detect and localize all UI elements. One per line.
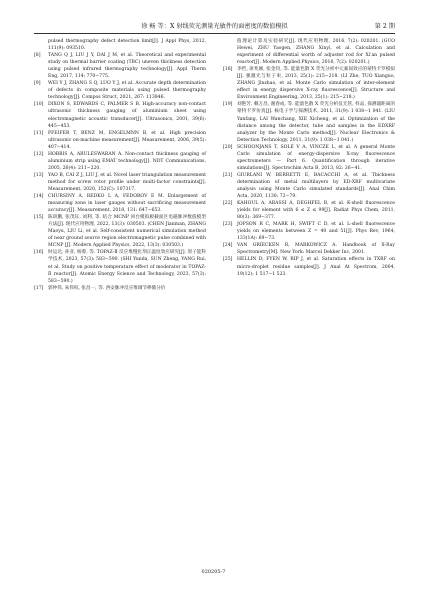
reference-number: [22] xyxy=(223,201,233,207)
reference-text: GIURLANI W, BERRETTI E, BACACCHI A, et al. Thickness determination of metal multilayers by ED-XRF multivariate analysis using Monte Carlo simulated standards[J]. Anal Chim Acta, 2020, 1130: 72−79. xyxy=(237,172,395,200)
header-rule xyxy=(34,33,395,34)
reference-number: [15] xyxy=(34,215,44,221)
reference-entry xyxy=(34,130,206,151)
running-header xyxy=(34,19,395,31)
reference-entry xyxy=(34,38,206,52)
reference-number: [16] xyxy=(34,250,44,256)
reference-number: [9] xyxy=(34,81,41,87)
reference-entry xyxy=(34,285,206,292)
reference-entry xyxy=(223,101,395,143)
reference-entry xyxy=(223,221,395,242)
reference-number: [17] xyxy=(34,285,44,291)
reference-number: [19] xyxy=(223,102,233,108)
reference-number: [18] xyxy=(223,67,233,73)
reference-entry xyxy=(34,249,206,284)
reference-entry xyxy=(223,66,395,101)
reference-number: [20] xyxy=(223,144,233,150)
reference-number: [24] xyxy=(223,243,233,249)
reference-text: TANG Q J, LIU J Y, DAI J M, et al. Theoretical and experimental study on thermal barrier coating (TBC) uneven thickness detection using pulsed infrared thermography technology[J]. Appl Therm Eng, 2017, 114: 770−775. xyxy=(48,53,206,80)
reference-number: [10] xyxy=(34,102,44,108)
reference-text: 李哲, 席兆刚, 张金钊, 等. 能量色散 X 荧光分析中元素间效应的蒙特卡罗模拟[J]. 强激光与粒子束, 2013, 25(1): 215−218. (LI Zhe, TUO Xianguo, ZHANG Jinzhao, et al. Monte Carlo simulation of inter-element effect in energy dispersive X-ray fluorescence[J]. Structure and Environment Engineering, 2013, 25(1): 215−218.) xyxy=(237,67,395,101)
reference-text: KAHOUL A, ABASSI A, DEGHFEL B, et al. K-shell fluorescence yields for element with 6 ≤ Z ≤ 99[J]. Radiat Phys Chem, 2011, 80(3): 369−377. xyxy=(237,201,395,221)
reference-entry xyxy=(34,193,206,214)
reference-entry xyxy=(34,80,206,101)
issue-number: 第 2 期 xyxy=(374,23,395,30)
reference-text: 刘艳芳, 赖万昌, 谢春成, 等. 能量色散 X 荧光分析仪无管, 样品, 探测器距离的蒙特卡罗仿真[J]. 核电子学与探测技术, 2011, 31(9): 1 038−1 041. (LIU Yanfang, LAI Wanchang, XIE Xicheng, et al. Optimization of the distance among the detector, tube and samples in the EDXRF analyzer by the Monte Carlo method[J]. Nuclear Electronics & Detection Technology, 2011, 31(9): 1 038−1 041.) xyxy=(237,102,395,143)
reference-text: 陈训鹏, 张茂钰, 刘利, 等. 结合 MCNP 回台模拟板截面区电磁脉冲数值模型方法[J]. 现代应用物理, 2022, 13(3): 030503. (CHEN Jianman, ZHANG Maoyu, LIU Li, et al. Self-consistent numerical simulation method of near ground source region electromagnetic pulse combined with MCNP [J]. Modern Applied Physics, 2022, 13(3): 030503.) xyxy=(48,215,206,249)
reference-text: 时运达, 孙亚, 杨蓉, 等. TOPAZ-Ⅱ 反应堆慢化剂正温度效应研究[J]. 原子能科学技术, 2023, 57(3): 583−590. (SHI Yunda, SUN Zheng, YANG Rui, et al. Study on positive temperature effect of moderator in TOPAZ-Ⅱ reactor[J]. Atomic Energy Science and Technology, 2023, 57(3): 583−590.) xyxy=(48,250,206,284)
reference-text: HOBBIS A, ARULESWARAN A. Non-contact thickness gauging of aluminium strip using EMAT technology[J]. NDT Communications, 2005, 26(4): 211−220. xyxy=(48,151,206,171)
reference-number: [25] xyxy=(223,257,233,263)
reference-number: [11] xyxy=(34,130,44,136)
reference-number: [13] xyxy=(34,172,44,178)
reference-entry xyxy=(34,151,206,172)
reference-text: VAN GRIECKEN R, MARKOWICZ A. Handbook of X-Ray Spectrometry[M]. New York: Marcel Dekker Inc, 2001. xyxy=(237,243,395,256)
reference-text: PFEIFER T, BENZ M, ENGELMNN B, et al. High precision ultrasonic on-machine measurement[J]. Measurement, 2006, 39(5): 407−414. xyxy=(48,130,206,150)
reference-text: DIXON S, EDWARDS C, PALMER S B. High-accuracy non-contact ultrasonic thickness gauging of aluminium sheet using electromagnetic acoustic transducer[J]. Ultrasonics, 2001, 39(6): 445−453. xyxy=(48,102,206,129)
reference-text: SCHOONJANS T, SOLÉ V A, VINCZE L, et al. A general Monte Carlo simulation of energy-dispersive X-ray fluorescence spectrometers — Part 6. Quantification through iterative simulations[J]. Spectrochim Acta B, 2013, 82: 36−41. xyxy=(237,144,395,171)
reference-text: pulsed thermography defect detection limit[J]. J Appl Phys, 2012, 111(9): 093510. xyxy=(48,39,206,52)
reference-entry xyxy=(223,242,395,256)
reference-text: HELLIN D, FYEN W, RIP J, et al. Saturation effects in TXRF on micro-droplet residue samples[J]. J Anal At Spectrom, 2004, 19(12): 1 517−1 523. xyxy=(237,257,395,277)
reference-entry xyxy=(34,52,206,80)
running-title: 徐 畅 等：X 射线荧光测量光敏件的面密度的数值模拟 xyxy=(141,23,288,30)
reference-entry xyxy=(223,38,395,66)
reference-text: JOPSON R C, MARK H, SWIFT C D, et al. L-shell fluorescence yields on elements between Z = 40 and 51[J]. Phys Rev, 1964, 133(1A): 69−73. xyxy=(237,222,395,242)
reference-entry xyxy=(223,256,395,277)
reference-text: YAO B, CAI Z J, LIU J, et al. Novel laser triangulation measurement method for screw rotor profile under multi-factor constraints[J]. Measurement, 2020, 152(C): 107317. xyxy=(48,172,206,192)
reference-text: 郭仲伟, 朱伟权, 张昌一, 等. 西安脉冲反应堆调节棒微分价 xyxy=(48,285,166,291)
reference-entry xyxy=(223,172,395,200)
reference-entry xyxy=(34,214,206,249)
reference-number: [8] xyxy=(34,53,41,59)
page-footer: 020205-7 xyxy=(201,569,226,575)
reference-entry xyxy=(223,144,395,172)
reference-text: CHURSINY A, REDKO L A, FEDOROV E M. Enlargement of measuring zone in laser gauges without sacrificing measurement accuracy[J]. Measurement, 2018, 131: 647−653. xyxy=(48,194,206,214)
reference-text: 值理论计算及实验研究[J]. 现代应用物理, 2016, 7(2): 020201. (GUO Hewei, ZHU Yaogen, ZHANG Xinyi, et al. Calculation and experiment of differential worth of adjuster rod for Xi'an pulsed reactor[J]. Modern Applied Physics, 2016, 7(2): 020201.) xyxy=(237,39,395,66)
reference-number: [14] xyxy=(34,194,44,200)
reference-entry xyxy=(223,200,395,221)
reference-number: [23] xyxy=(223,222,233,228)
left-reference-column xyxy=(34,38,206,292)
reference-number: [12] xyxy=(34,151,44,157)
reference-number: [21] xyxy=(223,172,233,178)
reference-entry xyxy=(34,172,206,193)
reference-entry xyxy=(34,101,206,129)
right-reference-column xyxy=(223,38,395,278)
reference-text: WEI Y J, ZHANG S Q, LUO Y J, et al. Accurate depth determination of defects in composite materials using pulsed thermography technology[J]. Compos Struct, 2021, 267: 113846. xyxy=(48,81,206,101)
